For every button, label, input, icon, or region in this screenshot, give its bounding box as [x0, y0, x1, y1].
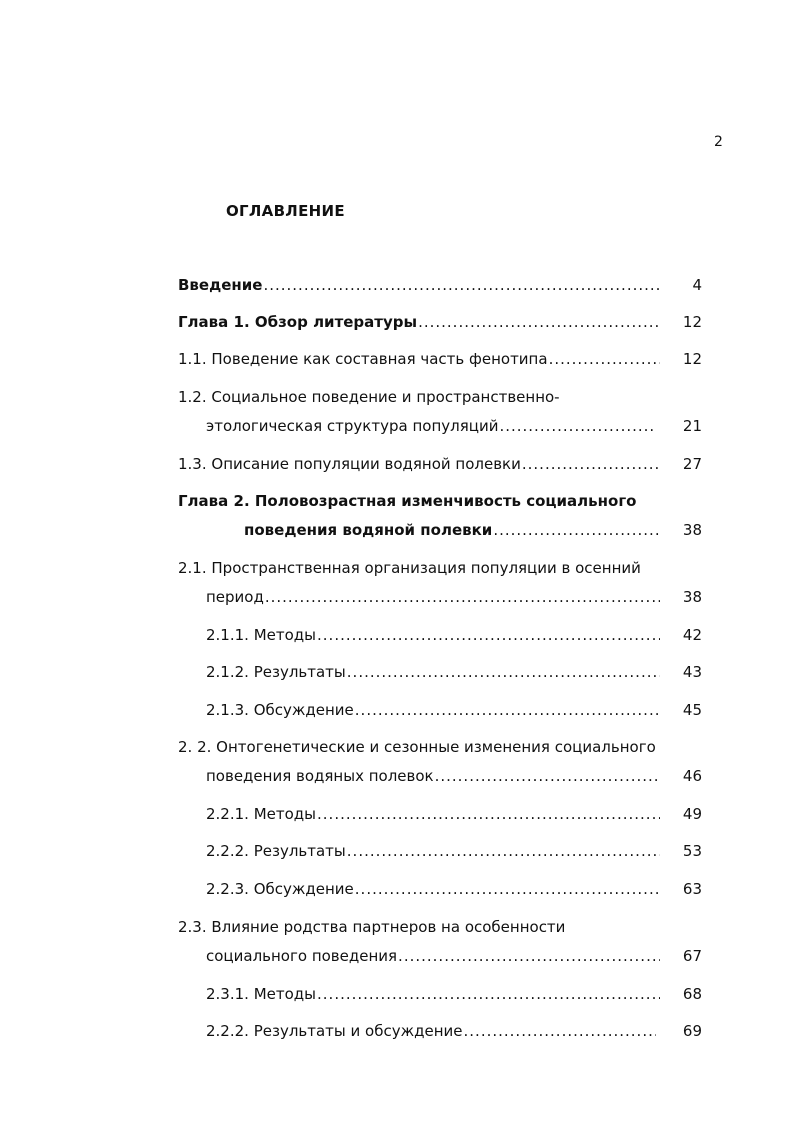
- toc-entry-page: 67: [682, 947, 702, 965]
- toc-entry-1-1: [178, 349, 662, 369]
- toc-entry-text: 2.1.1. Методы: [206, 626, 317, 644]
- toc-entry-text: 2.1. Пространственная организация популяции в осенний: [178, 559, 641, 577]
- toc-entry-page: 12: [682, 350, 702, 368]
- toc-entry-page: 12: [682, 313, 702, 331]
- toc-entry-text-continued: социального поведения: [206, 947, 398, 965]
- toc-entry-page: 68: [682, 985, 702, 1003]
- page-number: 2: [714, 134, 723, 150]
- toc-entry-text: 2.2.3. Обсуждение: [206, 880, 354, 898]
- toc-entry-text: 2.2.1. Методы: [206, 805, 317, 823]
- toc-entry-2-2-1: [206, 804, 662, 824]
- dot-leader: [464, 1021, 656, 1041]
- toc-entry-2-2: [178, 737, 662, 757]
- toc-entry-2-3-2: [206, 1021, 658, 1041]
- toc-entry-page: 53: [682, 842, 702, 860]
- dot-leader: [522, 454, 660, 474]
- toc-entry-text: 1.1. Поведение как составная часть фенотипа: [178, 350, 548, 368]
- dot-leader: [347, 662, 660, 682]
- toc-entry-2-1-2: [206, 662, 662, 682]
- toc-entry-2-3: [178, 917, 662, 937]
- toc-entry-text: 2.1.3. Обсуждение: [206, 701, 354, 719]
- toc-entry-page: 43: [682, 663, 702, 681]
- toc-entry-page: 63: [682, 880, 702, 898]
- dot-leader: [265, 587, 660, 607]
- dot-leader: [435, 766, 660, 786]
- toc-entry-2-3-1: [206, 984, 662, 1004]
- toc-entry-page: 49: [682, 805, 702, 823]
- toc-entry-text: 2. 2. Онтогенетические и сезонные изменения социального: [178, 738, 656, 756]
- toc-entry-text-continued: поведения водяных полевок: [206, 767, 434, 785]
- toc-entry-page: 21: [682, 417, 702, 435]
- toc-entry-page: 38: [682, 588, 702, 606]
- dot-leader: [355, 879, 660, 899]
- toc-entry-introduction: [178, 275, 662, 295]
- dot-leader: [549, 349, 660, 369]
- toc-entry-chapter-1: [178, 312, 662, 332]
- toc-entry-text-continued: этологическая структура популяций: [206, 417, 499, 435]
- toc-entry-page: 38: [682, 521, 702, 539]
- toc-entry-text: Введение: [178, 276, 263, 294]
- toc-title: ОГЛАВЛЕНИЕ: [226, 202, 345, 220]
- toc-entry-text: 2.1.2. Результаты: [206, 663, 346, 681]
- toc-entry-chapter-2-cont: [244, 520, 662, 540]
- toc-entry-page: 4: [692, 276, 702, 294]
- toc-entry-text: 1.3. Описание популяции водяной полевки: [178, 455, 521, 473]
- toc-entry-text: 2.2.2. Результаты и обсуждение: [206, 1022, 463, 1040]
- toc-entry-page: 45: [682, 701, 702, 719]
- toc-entry-text: 2.3. Влияние родства партнеров на особенности: [178, 918, 566, 936]
- toc-entry-2-1: [178, 558, 662, 578]
- toc-entry-text: 2.2.2. Результаты: [206, 842, 346, 860]
- toc-entry-text-continued: период: [206, 588, 264, 606]
- toc-entry-page: 46: [682, 767, 702, 785]
- toc-entry-1-2: [178, 387, 662, 407]
- toc-entry-2-1-1: [206, 625, 662, 645]
- toc-entry-text: 1.2. Социальное поведение и пространственно-: [178, 388, 560, 406]
- dot-leader: [317, 984, 660, 1004]
- toc-entry-text-continued: поведения водяной полевки: [244, 521, 493, 539]
- dot-leader: [493, 520, 660, 540]
- toc-entry-1-3: [178, 454, 662, 474]
- toc-entry-text: Глава 2. Половозрастная изменчивость социального: [178, 492, 637, 510]
- toc-entry-chapter-2: [178, 491, 662, 511]
- dot-leader: [317, 804, 660, 824]
- dot-leader: [317, 625, 660, 645]
- dot-leader: [263, 275, 660, 295]
- toc-entry-text: Глава 1. Обзор литературы: [178, 313, 418, 331]
- dot-leader: [347, 841, 660, 861]
- toc-entry-2-1-3: [206, 700, 662, 720]
- toc-entry-2-2-cont: [206, 766, 662, 786]
- toc-entry-2-2-2: [206, 841, 662, 861]
- dot-leader: [355, 700, 660, 720]
- toc-entry-text: 2.3.1. Методы: [206, 985, 317, 1003]
- toc-entry-2-1-cont: [206, 587, 662, 607]
- dot-leader: [499, 416, 656, 436]
- dot-leader: [418, 312, 660, 332]
- toc-entry-page: 42: [682, 626, 702, 644]
- toc-entry-2-2-3: [206, 879, 662, 899]
- toc-entry-page: 69: [682, 1022, 702, 1040]
- toc-entry-page: 27: [682, 455, 702, 473]
- dot-leader: [398, 946, 660, 966]
- toc-entry-2-3-cont: [206, 946, 662, 966]
- toc-entry-1-2-cont: [206, 416, 658, 436]
